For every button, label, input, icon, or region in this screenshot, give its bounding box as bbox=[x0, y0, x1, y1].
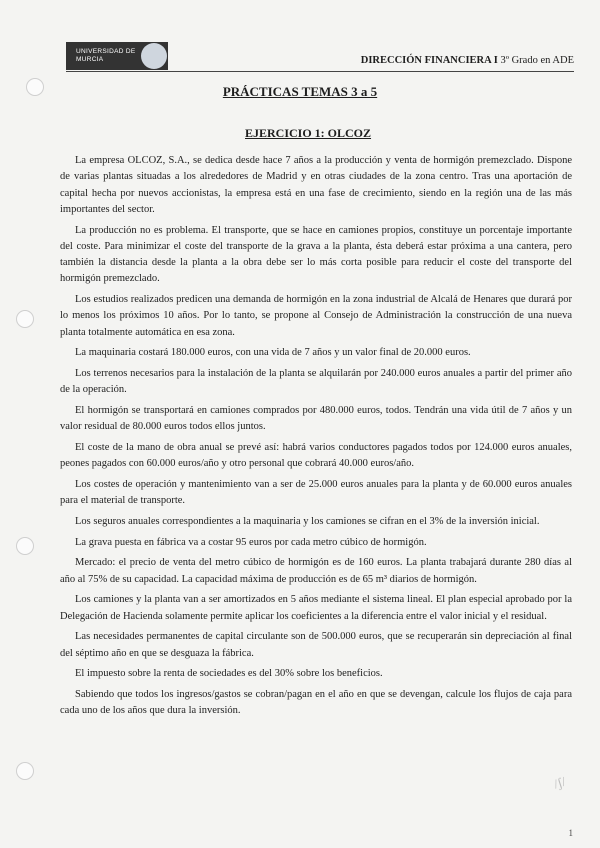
exercise-title: EJERCICIO 1: OLCOZ bbox=[245, 126, 372, 140]
paragraph: La empresa OLCOZ, S.A., se dedica desde hace 7 años a la producción y venta de hormigón premezclado. Dispone de varias plantas situadas a los alrededores de Madrid y en otras ciudades de la zona centro. Tras una aportación de capital hecha por nuevos accionistas, la empresa está en una fase de crecimiento, siendo en la región una de las más importantes del sector. bbox=[60, 155, 572, 215]
punch-hole-icon bbox=[16, 537, 34, 555]
university-seal-icon bbox=[141, 43, 167, 69]
header-divider bbox=[66, 71, 574, 72]
paragraph: Los camiones y la planta van a ser amortizados en 5 años mediante el sistema lineal. El plan especial aprobado por la Delegación de Hacienda solamente permite aplicar los coeficientes a la diferencia entre el valor inicial y el residual. bbox=[60, 594, 572, 622]
paragraph: Los estudios realizados predicen una demanda de hormigón en la zona industrial de Alcalá de Henares que durará por lo menos los próximos 10 años. Por lo tanto, se propone al Consejo de Administración la construcción de una nueva planta totalmente automática en esa zona. bbox=[60, 294, 572, 338]
pencil-mark-icon: /ʃ/ bbox=[552, 773, 568, 792]
page-title: PRÁCTICAS TEMAS 3 a 5 bbox=[222, 84, 378, 99]
logo-line-1: UNIVERSIDAD DE bbox=[76, 48, 136, 55]
paragraph: Los costes de operación y mantenimiento van a ser de 25.000 euros anuales para la planta y de 60.000 euros anuales para el material de transporte. bbox=[60, 479, 572, 507]
paragraph: Sabiendo que todos los ingresos/gastos se cobran/pagan en el año en que se devengan, calcule los flujos de caja para cada uno de los años que dura la inversión. bbox=[60, 689, 572, 717]
course-header bbox=[361, 55, 574, 66]
paragraph: El hormigón se transportará en camiones comprados por 480.000 euros, todos. Tendrán una vida útil de 7 años y un valor residual de 80.000 euros todos ellos juntos. bbox=[60, 405, 572, 433]
paragraph: Los seguros anuales correspondientes a la maquinaria y los camiones se cifran en el 3% de la inversión inicial. bbox=[75, 516, 540, 528]
paragraph: Mercado: el precio de venta del metro cúbico de hormigón es de 160 euros. La planta trabajará durante 280 días al año al 75% de su capacidad. La capacidad máxima de producción es de 65 m³ diarios de hormigón. bbox=[60, 557, 572, 585]
course-grade: 3º Grado en ADE bbox=[500, 55, 574, 66]
paragraph: La maquinaria costará 180.000 euros, con una vida de 7 años y un valor final de 20.000 euros. bbox=[75, 347, 471, 359]
paragraph: La grava puesta en fábrica va a costar 95 euros por cada metro cúbico de hormigón. bbox=[75, 536, 427, 548]
paragraph: Las necesidades permanentes de capital circulante son de 500.000 euros, que se recuperarán sin depreciación al final del séptimo año en que se desguaza la fábrica. bbox=[60, 631, 572, 659]
logo-line-2: MURCIA bbox=[76, 56, 104, 63]
paragraph: Los terrenos necesarios para la instalación de la planta se alquilarán por 240.000 euros anuales a partir del primer año de la operación. bbox=[60, 368, 572, 396]
paragraph: El coste de la mano de obra anual se prevé así: habrá varios conductores pagados todos por 124.000 euros anuales, peones pagados con 60.000 euros/año y otro personal que cobrará 40.000 euros/año. bbox=[60, 442, 572, 470]
page-mark: 1 bbox=[568, 828, 573, 838]
exercise-body bbox=[60, 153, 572, 724]
punch-hole-icon bbox=[26, 78, 44, 96]
course-name: DIRECCIÓN FINANCIERA I bbox=[360, 55, 498, 66]
logo-text bbox=[66, 48, 141, 64]
university-logo bbox=[66, 42, 168, 70]
punch-hole-icon bbox=[16, 762, 34, 780]
paragraph: El impuesto sobre la renta de sociedades es del 30% sobre los beneficios. bbox=[75, 668, 383, 680]
paragraph: La producción no es problema. El transporte, que se hace en camiones propios, constituye un porcentaje importante del coste. Para minimizar el coste del transporte de la grava a la planta, ésta deberá estar próxima a una cantera, pero también la distancia desde la planta a la obra debe ser lo más corta posible para reducir el coste del transporte del hormigón premezclado. bbox=[60, 224, 572, 285]
punch-hole-icon bbox=[16, 310, 34, 328]
